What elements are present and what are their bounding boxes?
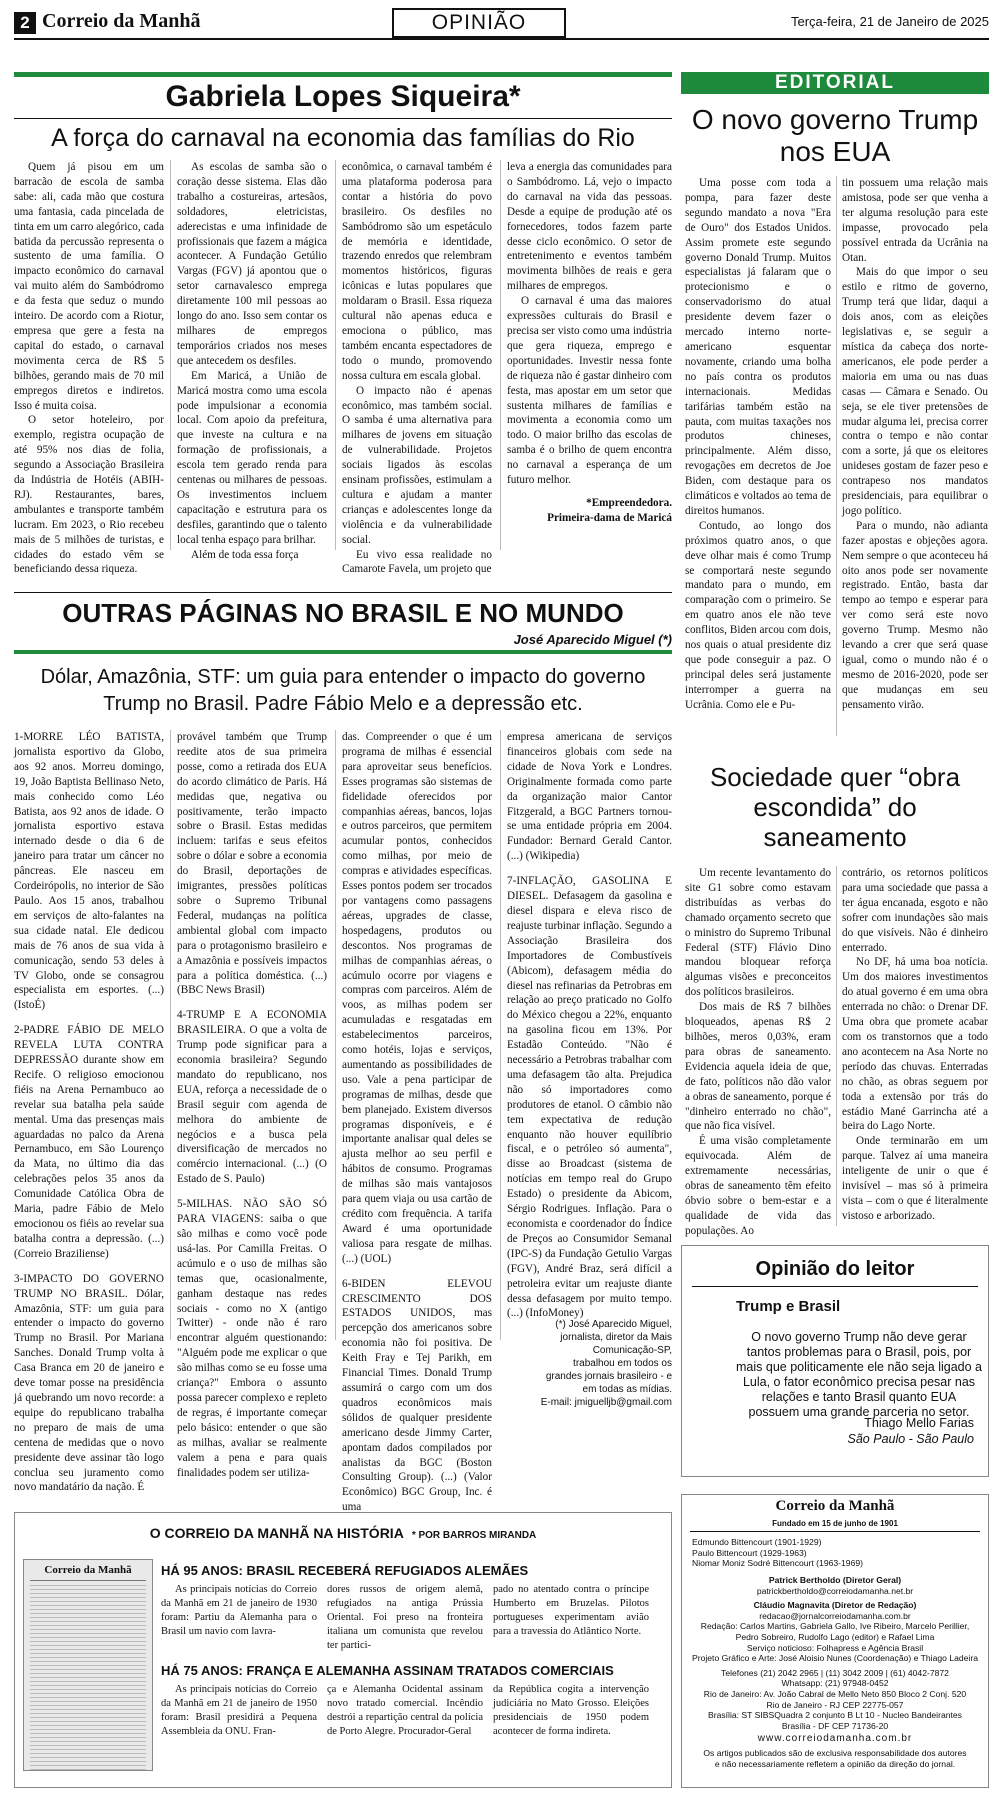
editorial-title: O novo governo Trump nos EUA bbox=[691, 104, 979, 167]
article2-col3 bbox=[342, 730, 492, 1515]
address-line: Brasília - DF CEP 71736-20 bbox=[781, 1720, 889, 1731]
article2-col1 bbox=[14, 730, 164, 1495]
article1-col1 bbox=[14, 160, 164, 577]
paragraph: ça e Alemanha Ocidental assinam novo tratado comercial. Incêndio destrói a repartição central da polícia de Porto Alegre. Procurador-Geral bbox=[327, 1684, 483, 1737]
masthead: Correio da Manhã bbox=[42, 10, 201, 32]
article-author-heading: Gabriela Lopes Siqueira* bbox=[165, 80, 521, 113]
bio-line: jornalista, diretor da Mais bbox=[560, 1332, 672, 1343]
paragraph: pado no atentado contra o príncipe Humberto em Bruzelas. Pilotos portugueses experimentam avião para a travessia do Atlântico Norte. bbox=[493, 1584, 649, 1637]
founders-list bbox=[692, 1537, 982, 1569]
paragraph: Quem já pisou em um barracão de escola de samba sabe: ali, cada mão que costura uma fantasia, cada pincelada de tinta em um carro alegórico, cada batida da percussão representa o sustento de uma família. O impacto econômico do carnaval vai muito além do Sambódromo e da festa que seduz o mundo inteiro. De acordo com a Riotur, empresa que gere a festa na capital do estado, o carnaval movimenta cerca de R$ 5 bilhões, gerando mais de 70 mil empregos diretos e indiretos. Isso é muita coisa. bbox=[14, 161, 164, 412]
servico-line: Serviço noticioso: Folhapress e Agência Brasil bbox=[746, 1642, 924, 1653]
staff-block bbox=[690, 1575, 980, 1769]
paragraph: As principais notícias do Correio da Manhã em 21 de janeiro de 1930 foram: Partiu da Alemanha para o Brasil um navio com lavra- bbox=[161, 1584, 317, 1637]
historia-1-col3 bbox=[493, 1583, 649, 1639]
historia-2-col2 bbox=[327, 1683, 483, 1739]
issue-date: Terça-feira, 21 de Janeiro de 2025 bbox=[790, 14, 989, 29]
column-divider bbox=[836, 176, 837, 736]
item-body: jornalista esportivo da Globo, aos 92 anos. Morreu domingo, 19, João Baptista Bellinaso Neto, mais conhecido como Léo Batista, aos 92 anos de idade. O jornalista esportivo estava internado desde o dia 6 de janeiro para tratar um câncer no pâncreas. Ele nasceu em Cordeirópolis, no interior de São Paulo. Aos 15 anos, trabalhou em serviços de alto-falantes na sua cidade natal. Ele dedicou mais de 76 anos de sua vida à comunicação, sendo 53 deles à TV Globo, onde se consagrou especialista em esportes. (...) (IstoÉ) bbox=[14, 745, 164, 1012]
historia-header bbox=[15, 1525, 671, 1543]
item-body: das. Compreender o que é um programa de milhas é essencial para aproveitar seus benefícios. Esses programas são sistemas de fidelidade oferecidos por companhias aéreas, bancos, lojas e outros parceiros, que permitem acumular pontos, conhecidos como milhas, por meio de compras e atividades específicas. Esses pontos podem ser trocados por vantagens como passagens aéreas, upgrades de classe, hospedagens, produtos ou descontos. Nos programas de milhas de companhias aéreas, o acúmulo ocorre por viagens e compras com parceiros. Além de voos, as milhas podem ser acumuladas e resgatadas em estabelecimentos parceiros, como hotéis, lojas e serviços, aumentando as possibilidades de uso. Vale a pena participar de programas de milhas, desde que bem planejado. Existem diversos programas disponíveis, e é importante analisar qual deles se ajusta melhor ao seu perfil e hábitos de consumo. Programas de milhas são mais vantajosos para quem viaja ou usa cartão de crédito com frequência. A tarifa Award é uma oportunidade valiosa para resgate de milhas. (...) (UOL) bbox=[342, 731, 492, 1265]
paragraph: contrário, os retornos políticos para uma sociedade que passa a ter água encanada, esgoto e não sofrer com inundações são mais do que visíveis. Não é dinheiro enterrado. bbox=[842, 867, 988, 954]
paragraph: As principais notícias do Correio da Manhã em 21 de janeiro de 1950 foram: Brasil presidirá a Pequena Assembleia da ONU. Fran- bbox=[161, 1684, 317, 1737]
paragraph: dores russos de origem alemã, refugiados na antiga Prússia Oriental. Foi preso na fronteira italiana um comunista que revelou ter partici- bbox=[327, 1584, 483, 1651]
paragraph: Contudo, ao longo dos próximos quatro anos, o que deve olhar mais é como Trump se comportará neste segundo mandato para o mundo, em comparação com o primeiro. Se em quatro anos ele não teve conflitos, Biden arcou com dois, nos quais o atual presidente diz que pode conseguir a paz. O principal deles será justamente interromper a guerra na Ucrânia. Como ele e Pu- bbox=[685, 519, 831, 711]
leitor-section: Opinião do leitor bbox=[755, 1258, 915, 1280]
historia-box bbox=[14, 1512, 672, 1788]
article1-col4 bbox=[507, 160, 672, 526]
staff-line: Cláudio Magnavita (Diretor de Redação) bbox=[753, 1600, 917, 1611]
projeto-line: Projeto Gráfico e Arte: José Aloisio Nunes (Coordenação) e Thiago Ladeira bbox=[692, 1653, 978, 1664]
saneamento-col2 bbox=[842, 866, 988, 1224]
page-number: 2 bbox=[14, 12, 36, 34]
bio-line: em todas as mídias. bbox=[582, 1384, 672, 1395]
founded-line: Fundado em 15 de junho de 1901 bbox=[772, 1519, 898, 1528]
article-title: A força do carnaval na economia das famílias do Rio bbox=[51, 124, 635, 152]
paragraph: No DF, há uma boa notícia. Um dos maiores investimentos do atual governo é em uma obra enterrada no chão: o Drenar DF. Uma obra que promete acabar com os transtornos que a todo ano acontecem na Asa Norte no período das chuvas. Enterradas no chão, as obras seguem por toda a extensão por trás do estádio Mané Garrincha até a beira do Lago Norte. bbox=[842, 956, 988, 1133]
author-email[interactable]: E-mail: jmiguelljb@gmail.com bbox=[540, 1397, 672, 1408]
rule bbox=[14, 592, 672, 593]
paragraph: É uma visão completamente equivocada. Além de extremamente necessárias, obras de saneamento têm efeito óbvio sobre o bem-estar e a qualidade de vida das populações. Ao bbox=[685, 1135, 831, 1237]
address-line: Rio de Janeiro: Av. João Cabral de Mello Neto 850 Bloco 2 Conj. 520 bbox=[703, 1688, 967, 1699]
green-rule bbox=[14, 72, 672, 77]
paragraph: Eu vivo essa realidade no Camarote Favela, um projeto que bbox=[342, 548, 492, 576]
item-head: 6-BIDEN ELEVOU CRESCIMENTO DOS ESTADOS UNIDOS, bbox=[342, 1277, 492, 1320]
article2-author: José Aparecido Miguel (*) bbox=[513, 632, 672, 647]
newspaper-thumbnail bbox=[23, 1559, 153, 1771]
editorial-col2 bbox=[842, 176, 988, 713]
editorial-tag: EDITORIAL bbox=[681, 72, 989, 94]
author-bio bbox=[507, 1318, 672, 1409]
saneamento-title: Sociedade quer “obra escondida” do saneamento bbox=[709, 762, 961, 852]
header-rule bbox=[14, 38, 989, 40]
article2-kicker: OUTRAS PÁGINAS NO BRASIL E NO MUNDO bbox=[62, 598, 624, 628]
footnote: Primeira-dama de Maricá bbox=[547, 511, 672, 524]
item-body: provável também que Trump reedite atos de sua primeira posse, como a retirada dos EUA do acordo climático de Paris. Há medidas que, negativa ou positivamente, terão impacto sobre o Brasil. Estas medidas incluem: tarifas e seus efeitos sobre o dólar e sobre a economia do Brasil, deportações de imigrantes, pressões políticas sobre o Supremo Tribunal Federal, mudanças na política ambiental global com impacto para o protagonismo brasileiro e a Amazônia e possíveis impactos para a política doméstica. (...) (BBC News Brasil) bbox=[177, 731, 327, 997]
item-head: 4-TRUMP E A ECONOMIA BRASILEIRA. bbox=[177, 1009, 327, 1037]
rule bbox=[14, 118, 672, 119]
paragraph: As escolas de samba são o coração desse sistema. Elas dão trabalho a costureiras, artesãos, soldadores, eletricistas, aderecistas e uma infinidade de profissionais que fazem a mágica acontecer. A Fundação Getúlio Vargas (FGV) já apontou que o setor carnavalesco emprega diretamente 100 mil pessoas ao longo do ano. Isso sem contar os milhares de empregos temporários criados nos meses que antecedem os desfiles. bbox=[177, 161, 327, 367]
saneamento-col1 bbox=[685, 866, 831, 1239]
leitor-box bbox=[681, 1245, 989, 1477]
footnote: *Empreendedora. bbox=[586, 496, 672, 509]
whatsapp-line: Whatsapp: (21) 97948-0452 bbox=[781, 1678, 889, 1689]
phone-line: Telefones (21) 2042 2965 | (11) 3042 2009 | (61) 4042-7872 bbox=[721, 1667, 949, 1678]
redacao-line: Redação: Carlos Martins, Gabriela Gallo, Ive Ribeiro, Marcelo Perillier, Pedro Sobreiro, Rudolfo Lago (editor) e Rafael Lima bbox=[700, 1621, 970, 1642]
paragraph: Onde terminarão em um parque. Talvez aí uma maneira inteligente de unir o que é invisível – mas só à primeira vista – com o que é literalmente vistoso e arborizado. bbox=[842, 1135, 988, 1222]
staff-email[interactable]: redacao@jornalcorreiodamanha.com.br bbox=[759, 1610, 911, 1621]
paragraph: Para o mundo, não adianta fazer apostas e objeções agora. Nem sempre o que aconteceu há oito anos pode ser novamente registrado. Então, basta dar tempo ao tempo e esperar para ver como será este novo governo Trump. Mesmo não levando a crer que será quase igual, como o mundo não é o mesmo de 2016-2020, pode ser que mudanças em seu pensamento virão. bbox=[842, 519, 988, 711]
leitor-body: O novo governo Trump não deve gerar tantos problemas para o Brasil, pois, por mais que politicamente ele não seja ligado a Lula, o fator econômico precisa pesar nas relações e tanto Brasil quanto EUA possuem uma grande parceria no setor. bbox=[736, 1330, 982, 1419]
editorial-col1 bbox=[685, 176, 831, 713]
column-divider bbox=[170, 160, 171, 550]
item-body: mas percepção dos americanos sobre economia não foi positiva. De Keith Fray e Tej Parikh, em Financial Times. Donald Trump assumirá o cargo com um dos quadros econômicos mais sólidos de qualquer presidente americano desde Jimmy Carter, apontam dados compilados por analistas da BGC (Boston Consulting Group). (...) (Valor Econômico) BGC Group, Inc. é uma bbox=[342, 1307, 493, 1514]
address-line: Brasília: ST SIBSQuadra 2 conjunto B Lt 10 - Nucleo Bandeirantes bbox=[708, 1710, 962, 1721]
paragraph: Dos mais de R$ 7 bilhões bloqueados, apenas R$ 2 bilhões, meros 0,03%, eram para obras de saneamento. Evidencia aquela ideia de que, de fato, políticos não dão valor a obras de saneamento, porque é "dinheiro enterrado no chão", que não fica visível. bbox=[685, 1001, 831, 1133]
article2-col4 bbox=[507, 730, 672, 1321]
item-head: 1-MORRE LÉO BATISTA, bbox=[14, 731, 164, 743]
rule bbox=[690, 1531, 980, 1532]
column-divider bbox=[335, 730, 336, 1340]
staff-email[interactable]: patrickbertholdo@correiodamanha.net.br bbox=[756, 1585, 914, 1596]
paragraph: da República cogita a intervenção judiciária no Mato Grosso. Eleições presidenciais de 1950 podem acontecer de forma indireta. bbox=[493, 1684, 649, 1737]
paragraph: Além de toda essa força bbox=[191, 548, 299, 561]
article1-col3 bbox=[342, 160, 492, 577]
green-rule bbox=[14, 650, 672, 654]
section-title: OPINIÃO bbox=[392, 8, 566, 38]
founder: Niomar Moniz Sodré Bittencourt (1963-1969) bbox=[692, 1558, 864, 1569]
bio-line: grandes jornais brasileiro - e bbox=[545, 1371, 672, 1382]
disclaimer: Os artigos publicados são de exclusiva responsabilidade dos autores bbox=[703, 1747, 967, 1758]
item-body: saiba o que são milhas e como você pode usá-las. Por Camilla Freitas. O acúmulo e o uso de milhas são temas que, ocasionalmente, ganham destaque nas redes sociais - como no X (antigo Twitter) - onde não é raro encontrar alguém questionando: "Alguém pode me explicar o que são milhas como se eu fosse uma criança?" Embora o assunto possa parecer complexo e repleto de regras, é importante começar pelo básico: entender o que são as milhas, avaliar se realmente valem a pena e para quais finalidades podem ser utiliza- bbox=[177, 1213, 327, 1479]
paragraph: O setor hoteleiro, por exemplo, registra ocupação de até 95% nos dias de folia, segundo a Associação Brasileira da Indústria de Hotéis (ABIH-RJ). Restaurantes, bares, ambulantes e transporte também lucram. Em 2023, o Rio recebeu mais de 5 milhões de turistas, e cidades do estado vêm se beneficiando dessa riqueza. bbox=[14, 414, 164, 576]
historia-headline-1: HÁ 95 ANOS: BRASIL RECEBERÁ REFUGIADOS ALEMÃES bbox=[161, 1563, 529, 1578]
column-divider bbox=[170, 730, 171, 1340]
founder: Edmundo Bittencourt (1901-1929) bbox=[692, 1537, 822, 1547]
historia-headline-2: HÁ 75 ANOS: FRANÇA E ALEMANHA ASSINAM TRATADOS COMERCIAIS bbox=[161, 1663, 614, 1678]
address-line: Rio de Janeiro - RJ CEP 22775-057 bbox=[766, 1699, 904, 1710]
bio-line: Comunicação-SP, bbox=[592, 1345, 672, 1356]
expediente-box bbox=[681, 1494, 989, 1788]
paragraph: econômica, o carnaval também é uma plataforma poderosa para contar a história do povo brasileiro. Os desfiles no Sambódromo são um espetáculo de memória e identidade, trazendo enredos que relembram momentos históricos, figuras icônicas e lutas populares que moldaram o Brasil. Essa riqueza cultural não apenas educa e emociona o público, mas também encanta espectadores de todo o mundo, promovendo nossa cultura em escala global. bbox=[342, 161, 492, 382]
item-head: 2-PADRE FÁBIO DE MELO REVELA LUTA CONTRA DEPRESSÃO bbox=[14, 1024, 164, 1067]
item-head: 7-INFLAÇÃO, GASOLINA E DIESEL. bbox=[507, 875, 672, 903]
expediente-masthead: Correio da Manhã bbox=[775, 1498, 895, 1514]
paragraph: tin possuem uma relação mais amistosa, pode ser que venha a ter alguma resolução para este impasse, provocado pela possível entrada da Ucrânia na Otan. bbox=[842, 177, 988, 264]
founder: Paulo Bittencourt (1929-1963) bbox=[692, 1547, 807, 1558]
thumb-masthead: Correio da Manhã bbox=[44, 1564, 132, 1576]
paragraph: O carnaval é uma das maiores expressões culturais do Brasil e precisa ser visto como uma indústria que gera riqueza, emprego e oportunidades. Investir nessa fonte de riqueza não é gastar dinheiro com festa, mas apostar em um setor que sustenta milhares de famílias e movimenta a economia como um todo. O maior brilho das escolas de samba é o brilho de quem encontra no carnaval a esperança de um futuro melhor. bbox=[507, 295, 672, 487]
paragraph: O impacto não é apenas econômico, mas também social. O samba é uma alternativa para milhares de jovens em situação de vulnerabilidade. Projetos sociais ligados às escolas ensinam profissões, estimulam a cultura e ajudam a manter crianças e adolescentes longe da violência e da vulnerabilidade social. bbox=[342, 384, 492, 546]
item-head: 3-IMPACTO DO GOVERNO TRUMP NO BRASIL. bbox=[14, 1272, 164, 1300]
column-divider bbox=[335, 160, 336, 550]
column-divider bbox=[836, 866, 837, 1226]
paragraph: Mais do que impor o seu estilo e ritmo de governo, Trump terá que lidar, daqui a dois anos, com as eleições legislativas e, se seguir a mística da cabeça dos norte-americanos, ele pode perder a maioria em uma ou nas duas casas — Câmara e Senado. Ou seja, se ele tiver pretensões de mudar alguma lei, precisa correr contra o tempo e não contar com a sorte, já que os eleitores unideses gostam de fazer peso e contrapeso nos mandatos presidenciais, para equilibrar o jogo político. bbox=[842, 266, 988, 517]
staff-line: Patrick Bertholdo (Diretor Geral) bbox=[768, 1575, 902, 1585]
item-body: durante show em Recife. O religioso emocionou fiéis na Arena Pernambuco ao revelar sua batalha pela saúde mental. Uma das presenças mais aguardadas no palco da Arena Pernambuco, em São Lourenço da Mata, no último dia das celebrações pelos 35 anos da Comunidade Católica Obra de Maria, padre Fábio de Melo emocionou os fiéis ao revelar sua batalha contra a depressão. (...) (Correio Braziliense) bbox=[14, 1054, 165, 1260]
website-link[interactable]: www.correiodamanha.com.br bbox=[757, 1733, 913, 1745]
historia-byline: * POR BARROS MIRANDA bbox=[411, 1530, 537, 1541]
column-divider bbox=[500, 730, 501, 1340]
column-divider bbox=[500, 160, 501, 550]
historia-2-col3 bbox=[493, 1683, 649, 1739]
paragraph: Em Maricá, a União de Maricá mostra como uma escola pode impulsionar a economia local. Com apoio da prefeitura, que investe na cultura e na formação de profissionais, a escola tem gerado renda para centenas ou milhares de pessoas. Os investimentos incluem capacitação e estrutura para os desfiles, garantindo que o talento local tenha espaço para brilhar. bbox=[177, 369, 327, 546]
paragraph: leva a energia das comunidades para o Sambódromo. Lá, vejo o impacto do carnaval na vida das pessoas. Desde a equipe de produção até os fornecedores, todos fazem parte desse ciclo econômico. O setor de entretenimento e eventos também movimenta bilhões de reais e gera milhares de empregos. bbox=[507, 161, 672, 293]
leitor-author: Thiago Mello Farias bbox=[864, 1416, 974, 1430]
leitor-location: São Paulo - São Paulo bbox=[847, 1432, 974, 1446]
article2-title: Dólar, Amazônia, STF: um guia para entender o impacto do governo Trump no Brasil. Padre Fábio Melo e a depressão etc. bbox=[40, 666, 646, 715]
historia-1-col2 bbox=[327, 1583, 483, 1653]
item-body: O que a volta de Trump pode significar para a economia brasileira? Segundo mandato do republicano, nos EUA, reforça a necessidade de o Brasil seguir com agenda de melhora do ambiente de negócios e a busca pela diversificação de mercados no comércio internacional. (...) (O Estado de S. Paulo) bbox=[177, 1024, 327, 1186]
rule bbox=[692, 1286, 978, 1287]
article2-col2 bbox=[177, 730, 327, 1480]
paragraph: Um recente levantamento do site G1 sobre como estavam distribuídas as verbas do chamado orçamento secreto que o ministro do Supremo Tribunal Federal (STF) Flávio Dino mandou bloquear reforça algumas visões e preconceitos dos políticos brasileiros. bbox=[685, 867, 831, 999]
item-head: 5-MILHAS. NÃO SÃO SÓ PARA VIAGENS: bbox=[177, 1198, 327, 1226]
item-body: Dólar, Amazônia, STF: um guia para entender o impacto do governo Trump no Brasil. Por Mariana Sanches. Donald Trump volta à Casa Branca em 20 de janeiro e deve tomar posse na presidência já quebrando um novo recorde: a equipe do republicano trabalha no preparo de mais de uma centena de medidas que o novo presidente deve assinar tão logo conclua seu juramento como novo mandatário da nação. É bbox=[14, 1287, 164, 1494]
historia-title: O CORREIO DA MANHÃ NA HISTÓRIA bbox=[149, 1525, 404, 1541]
bio-line: (*) José Aparecido Miguel, bbox=[555, 1319, 672, 1330]
historia-1-col1 bbox=[161, 1583, 317, 1639]
leitor-title: Trump e Brasil bbox=[736, 1298, 841, 1315]
historia-2-col1 bbox=[161, 1683, 317, 1739]
paragraph: Uma posse com toda a pompa, para fazer deste segundo mandato a nova "Era de Ouro" dos Estados Unidos. Assim promete este segundo governo Donald Trump. Muitos especialistas já falaram que o protecionismo e o conservadorismo do atual presidente devem fazer o mercado interno norte-americano esquentar novamente, criando uma bolha no país contra os produtos internacionais. Medidas tarifárias também estão na pauta, com muitas taxações nos produtos chineses, principalmente. Além disso, revogações em decretos de Joe Biden, com destaque para os climáticos e voltados ao tema de direitos humanos. bbox=[685, 177, 831, 517]
article1-col2 bbox=[177, 160, 327, 562]
disclaimer: e não necessariamente refletem a opinião da direção do jornal. bbox=[714, 1758, 956, 1769]
item-body: Defasagem da gasolina e diesel dispara e eleva risco de reajuste turbinar inflação. Segundo a Associação Brasileira dos Importadores de Combustíveis (Abicom), defasagem média do diesel nas refinarias da Petrobras em relação ao preço praticado no Golfo do México chegou a 22%, enquanto na gasolina ficou em 13%. Por Estadão Conteúdo. "Não é necessário a Petrobras trabalhar com uma defasagem tão alta. Prejudica não só importadores como produtores de etanol. O câmbio não tem expectativa de redução enquanto não houver equilíbrio fiscal, e o petróleo só aumenta", disse ao Broadcast (sistema de notícias em tempo real do Grupo Estado) o presidente da Abicom, Sérgio Rodrigues. Inflação. Para o economista e coordenador do Índice de Preços ao Consumidor Semanal (IPC-S) da Fundação Getulio Vargas (FGV), André Braz, será difícil a petroleira evitar um reajuste diante dessa defasagem por muito tempo. (...) (InfoMoney) bbox=[507, 890, 673, 1320]
item-body: empresa americana de serviços financeiros globais com sede na cidade de Nova York e Londres. Originalmente formada como parte da organização maior Cantor Fitzgerald, a BGC Partners tornou-se uma entidade própria em 2004. Fundador: Bernard Gerald Cantor. (...) (Wikipedia) bbox=[507, 731, 672, 863]
bio-line: trabalhou em todos os bbox=[573, 1358, 672, 1369]
